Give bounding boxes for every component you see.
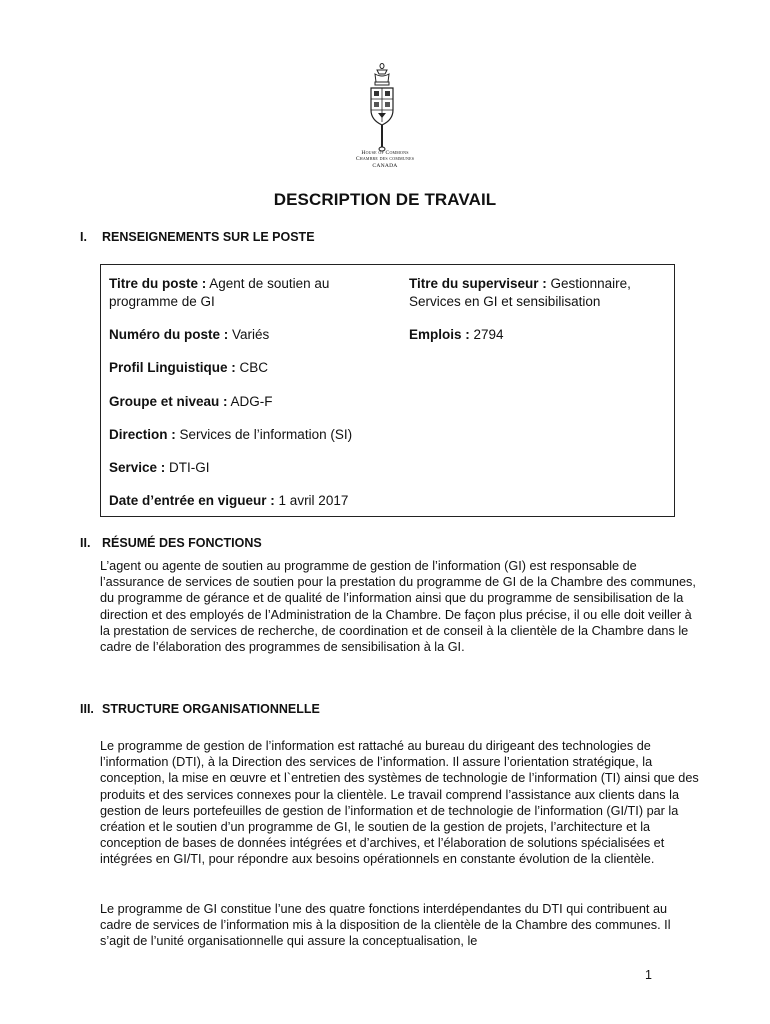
field-value: Agent de soutien au programme de GI xyxy=(109,276,330,309)
field-value: Services de l’information (SI) xyxy=(175,427,353,442)
field-numero-poste xyxy=(109,326,389,344)
section-1-title: RENSEIGNEMENTS SUR LE POSTE xyxy=(102,230,315,244)
field-label: Emplois : xyxy=(409,327,470,342)
field-label: Direction : xyxy=(109,427,176,442)
field-value: CBC xyxy=(235,360,269,375)
document-title: DESCRIPTION DE TRAVAIL xyxy=(273,190,497,209)
section-3-title: STRUCTURE ORGANISATIONNELLE xyxy=(102,702,320,716)
field-label: Date d’entrée en vigueur : xyxy=(109,493,275,508)
section-2-heading xyxy=(80,536,262,550)
section-3-number: III. xyxy=(80,702,94,716)
org-line-3: CANADA xyxy=(372,162,398,169)
field-date-entree xyxy=(109,492,409,510)
section-2-number: II. xyxy=(80,536,91,550)
field-value: ADG-F xyxy=(227,394,273,409)
org-line-2: Chambre des communes xyxy=(355,156,415,163)
field-titre-superviseur xyxy=(409,275,669,311)
page-number: 1 xyxy=(645,968,652,982)
section-2-body: L’agent ou agente de soutien au programme de gestion de l’information (GI) est responsable de l’assurance de services de soutien pour la prestation du programme de GI de la Chambre des communes, du programme de gérance et de qualité de l’information ainsi que du programme de sensibilisation de la direction et des employés de l’Administration de la Chambre. De façon plus précise, il ou elle doit veiller à la prestation de services de recherche, de coordination et de conseil à la clientèle de la Chambre dans le cadre de l’élaboration des programmes de sensibilisation à la GI. xyxy=(100,559,696,655)
field-value: Variés xyxy=(228,327,270,342)
field-label: Numéro du poste : xyxy=(109,327,229,342)
field-emplois xyxy=(409,326,669,344)
field-value: 1 avril 2017 xyxy=(274,493,349,508)
section-1-number: I. xyxy=(80,230,87,244)
field-label: Groupe et niveau : xyxy=(109,394,228,409)
section-3-paragraph-2: Le programme de GI constitue l’une des quatre fonctions interdépendantes du DTI qui contribuent au cadre de services de l’information mis à la disposition de la clientèle de la Chambre des communes. Il s’agit de l’unité organisationnelle qui assure la conceptualisation, le xyxy=(100,902,671,949)
section-1-heading xyxy=(80,230,315,244)
field-groupe-niveau xyxy=(109,393,409,411)
field-value: DTI-GI xyxy=(165,460,210,475)
org-line-1: House of Commons xyxy=(361,150,409,156)
house-of-commons-crest-icon xyxy=(360,62,404,156)
field-direction xyxy=(109,426,409,444)
section-3-paragraph-1: Le programme de gestion de l’information est rattaché au bureau du dirigeant des technologies de l’information (DTI), à la Direction des services de l’information. Il assure l’orientation stratégique, la conception, la mise en œuvre et l`entretien des systèmes de technologie de l’information (TI) ainsi que des produits et des services connexes pour la clientèle. Le travail comprend l’assistance aux clients dans la gestion de leurs portefeuilles de gestion de l’information et de technologie de l’information (GI/TI) par la création et le soutien d’un programme de GI, le soutien de la gestion de projets, l’architecture et la conception de bases de données intégrées et d’archives, et l’élaboration de solutions spécialisées et intégrées en GI/TI, pour répondre aux besoins opérationnels en constante évolution de la clientèle. xyxy=(100,739,699,867)
section-3-heading xyxy=(80,702,320,716)
field-profil-linguistique xyxy=(109,359,409,377)
field-label: Titre du superviseur : xyxy=(409,276,547,291)
organization-name xyxy=(300,150,470,169)
field-service xyxy=(109,459,409,477)
field-label: Profil Linguistique : xyxy=(109,360,236,375)
section-2-title: RÉSUMÉ DES FONCTIONS xyxy=(102,536,262,550)
field-titre-poste xyxy=(109,275,384,311)
field-label: Service : xyxy=(109,460,166,475)
field-value: Gestionnaire, Services en GI et sensibilisation xyxy=(409,276,631,309)
field-label: Titre du poste : xyxy=(109,276,207,291)
field-value: 2794 xyxy=(469,327,504,342)
